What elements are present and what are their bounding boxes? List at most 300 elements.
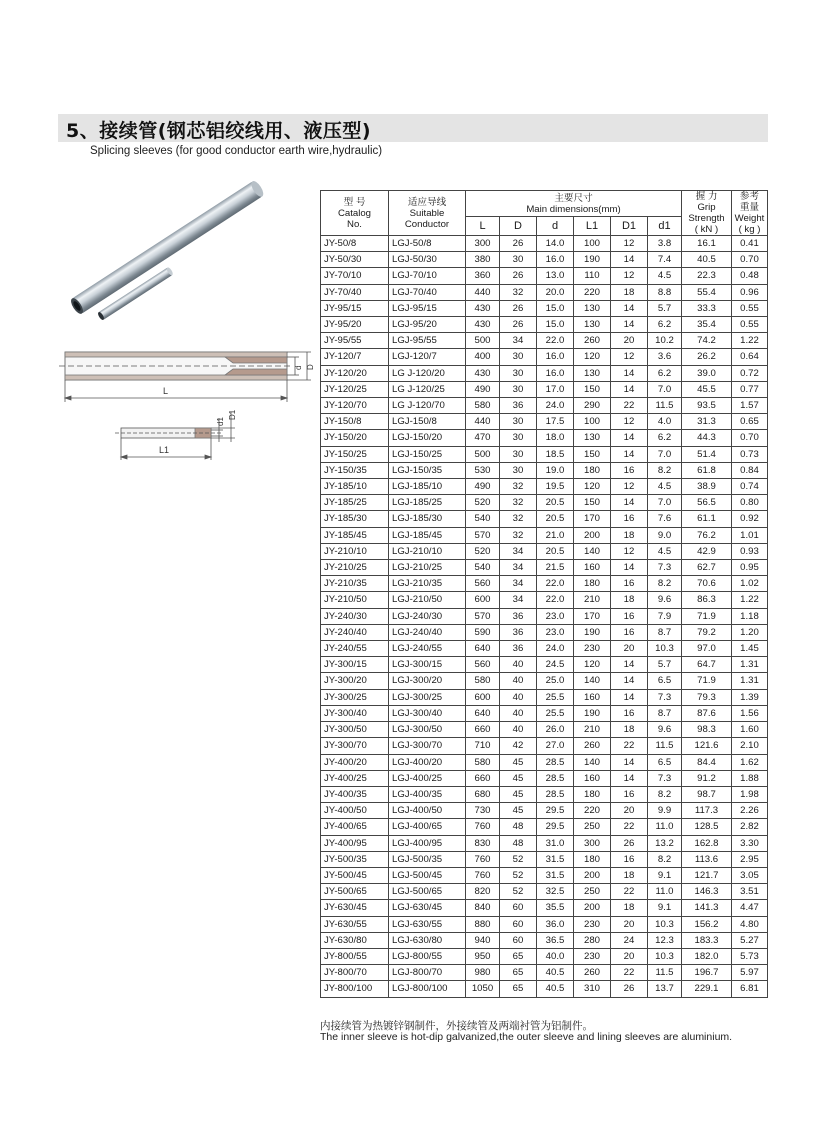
table-cell: 25.0 [537, 673, 574, 689]
table-row [321, 641, 768, 657]
table-cell: JY-300/40 [321, 705, 389, 721]
table-cell: LGJ-70/40 [389, 284, 466, 300]
table-cell: JY-70/10 [321, 268, 389, 284]
table-cell: 500 [466, 446, 500, 462]
table-cell: 160 [574, 770, 611, 786]
table-cell: 19.0 [537, 462, 574, 478]
table-cell: 200 [574, 900, 611, 916]
table-cell: LGJ-400/20 [389, 754, 466, 770]
table-cell: 12 [611, 543, 648, 559]
table-cell: 30 [500, 381, 537, 397]
table-cell: 150 [574, 381, 611, 397]
table-cell: 150 [574, 495, 611, 511]
table-cell: 7.9 [648, 608, 682, 624]
table-cell: 71.9 [682, 608, 732, 624]
table-cell: 121.6 [682, 738, 732, 754]
table-cell: 16.0 [537, 365, 574, 381]
table-cell: 71.9 [682, 673, 732, 689]
table-cell: 150 [574, 446, 611, 462]
table-cell: 8.2 [648, 576, 682, 592]
table-row [321, 932, 768, 948]
spec-table [320, 190, 768, 998]
table-cell: 16 [611, 511, 648, 527]
table-cell: 19.5 [537, 479, 574, 495]
table-cell: 40 [500, 689, 537, 705]
table-row [321, 511, 768, 527]
table-cell: 6.2 [648, 365, 682, 381]
table-cell: 6.5 [648, 754, 682, 770]
table-row [321, 543, 768, 559]
table-cell: 26.0 [537, 722, 574, 738]
table-cell: 0.41 [732, 236, 768, 252]
table-cell: 310 [574, 981, 611, 997]
table-cell: 160 [574, 689, 611, 705]
table-cell: LGJ-70/10 [389, 268, 466, 284]
table-cell: 86.3 [682, 592, 732, 608]
table-cell: 2.82 [732, 819, 768, 835]
table-cell: 8.8 [648, 284, 682, 300]
table-row [321, 365, 768, 381]
table-cell: JY-120/25 [321, 381, 389, 397]
table-cell: 15.0 [537, 300, 574, 316]
table-row [321, 608, 768, 624]
table-cell: JY-150/25 [321, 446, 389, 462]
table-cell: 16 [611, 786, 648, 802]
table-cell: 31.5 [537, 851, 574, 867]
table-cell: 0.55 [732, 300, 768, 316]
table-cell: 1.57 [732, 398, 768, 414]
table-row [321, 349, 768, 365]
table-cell: 170 [574, 608, 611, 624]
table-cell: JY-800/70 [321, 965, 389, 981]
table-cell: 17.5 [537, 414, 574, 430]
table-cell: 200 [574, 867, 611, 883]
table-cell: JY-150/35 [321, 462, 389, 478]
table-cell: 7.4 [648, 252, 682, 268]
table-cell: LG J-120/25 [389, 381, 466, 397]
table-cell: JY-400/20 [321, 754, 389, 770]
table-cell: 940 [466, 932, 500, 948]
table-row [321, 884, 768, 900]
table-cell: 52 [500, 867, 537, 883]
table-cell: JY-400/35 [321, 786, 389, 802]
table-row [321, 705, 768, 721]
table-cell: 430 [466, 300, 500, 316]
table-cell: 130 [574, 430, 611, 446]
table-cell: 500 [466, 333, 500, 349]
table-row [321, 300, 768, 316]
table-cell: 16 [611, 462, 648, 478]
table-cell: JY-630/55 [321, 916, 389, 932]
table-cell: 4.5 [648, 268, 682, 284]
table-cell: LGJ-240/55 [389, 641, 466, 657]
table-row [321, 381, 768, 397]
table-row [321, 398, 768, 414]
table-cell: 7.6 [648, 511, 682, 527]
table-cell: 9.1 [648, 900, 682, 916]
table-cell: 160 [574, 560, 611, 576]
table-cell: 1.31 [732, 657, 768, 673]
table-cell: 110 [574, 268, 611, 284]
table-cell: JY-300/25 [321, 689, 389, 705]
table-cell: 20.5 [537, 543, 574, 559]
table-cell: 26 [611, 835, 648, 851]
table-cell: 14 [611, 657, 648, 673]
table-cell: 190 [574, 252, 611, 268]
table-cell: 45.5 [682, 381, 732, 397]
table-cell: 5.97 [732, 965, 768, 981]
table-row [321, 754, 768, 770]
table-cell: 360 [466, 268, 500, 284]
table-cell: 280 [574, 932, 611, 948]
table-row [321, 414, 768, 430]
header-grip: 握 力 Grip Strength ( kN ) [682, 191, 732, 236]
table-cell: 28.5 [537, 786, 574, 802]
table-cell: LGJ-400/50 [389, 803, 466, 819]
table-cell: 27.0 [537, 738, 574, 754]
table-cell: 42.9 [682, 543, 732, 559]
dim-label-d1: d1 [216, 417, 225, 426]
table-cell: 93.5 [682, 398, 732, 414]
table-cell: 180 [574, 576, 611, 592]
header-d1: d1 [648, 217, 682, 236]
table-cell: 7.3 [648, 689, 682, 705]
table-cell: 0.96 [732, 284, 768, 300]
table-cell: JY-300/70 [321, 738, 389, 754]
table-cell: 5.73 [732, 948, 768, 964]
table-cell: 570 [466, 527, 500, 543]
table-row [321, 252, 768, 268]
table-cell: 0.93 [732, 543, 768, 559]
table-cell: 430 [466, 317, 500, 333]
table-cell: 660 [466, 722, 500, 738]
header-D: D [500, 217, 537, 236]
table-cell: LGJ-185/25 [389, 495, 466, 511]
table-cell: 12 [611, 479, 648, 495]
table-cell: 98.3 [682, 722, 732, 738]
table-cell: 18 [611, 284, 648, 300]
table-cell: 25.5 [537, 705, 574, 721]
table-row [321, 867, 768, 883]
table-cell: 20.5 [537, 495, 574, 511]
table-cell: 3.51 [732, 884, 768, 900]
table-cell: JY-300/15 [321, 657, 389, 673]
table-cell: 760 [466, 851, 500, 867]
table-cell: 1.20 [732, 624, 768, 640]
table-cell: LG J-120/70 [389, 398, 466, 414]
table-cell: LGJ-800/70 [389, 965, 466, 981]
table-cell: 36 [500, 624, 537, 640]
table-cell: 33.3 [682, 300, 732, 316]
table-cell: 84.4 [682, 754, 732, 770]
table-row [321, 236, 768, 252]
table-cell: 600 [466, 592, 500, 608]
table-cell: 9.9 [648, 803, 682, 819]
table-cell: 4.0 [648, 414, 682, 430]
table-cell: 34 [500, 560, 537, 576]
table-cell: 24 [611, 932, 648, 948]
table-cell: 40.5 [537, 981, 574, 997]
table-cell: 29.5 [537, 803, 574, 819]
table-cell: 560 [466, 657, 500, 673]
table-cell: 2.10 [732, 738, 768, 754]
spec-table-body [321, 236, 768, 998]
table-cell: 1.02 [732, 576, 768, 592]
table-cell: 7.0 [648, 495, 682, 511]
table-cell: 5.27 [732, 932, 768, 948]
table-cell: JY-95/15 [321, 300, 389, 316]
table-row [321, 738, 768, 754]
table-cell: 18.5 [537, 446, 574, 462]
table-cell: 11.5 [648, 738, 682, 754]
table-cell: JY-210/50 [321, 592, 389, 608]
table-cell: JY-185/25 [321, 495, 389, 511]
table-row [321, 657, 768, 673]
table-cell: LGJ-185/30 [389, 511, 466, 527]
table-cell: LGJ-630/55 [389, 916, 466, 932]
table-cell: 14 [611, 689, 648, 705]
table-cell: JY-300/20 [321, 673, 389, 689]
table-cell: JY-500/65 [321, 884, 389, 900]
table-cell: 520 [466, 495, 500, 511]
table-cell: 0.77 [732, 381, 768, 397]
table-cell: 52 [500, 851, 537, 867]
table-cell: 32 [500, 527, 537, 543]
table-cell: 87.6 [682, 705, 732, 721]
table-cell: 14 [611, 560, 648, 576]
table-cell: 196.7 [682, 965, 732, 981]
table-cell: 570 [466, 608, 500, 624]
table-cell: 64.7 [682, 657, 732, 673]
table-cell: 24.5 [537, 657, 574, 673]
table-cell: 290 [574, 398, 611, 414]
table-cell: 10.3 [648, 948, 682, 964]
table-cell: 60 [500, 900, 537, 916]
table-cell: 230 [574, 916, 611, 932]
table-cell: 51.4 [682, 446, 732, 462]
table-cell: LGJ-150/35 [389, 462, 466, 478]
table-cell: 34 [500, 592, 537, 608]
table-cell: 42 [500, 738, 537, 754]
table-row [321, 430, 768, 446]
table-cell: LGJ-185/45 [389, 527, 466, 543]
table-cell: 14 [611, 365, 648, 381]
table-cell: JY-185/45 [321, 527, 389, 543]
table-cell: 14 [611, 381, 648, 397]
table-cell: 6.81 [732, 981, 768, 997]
table-cell: 470 [466, 430, 500, 446]
table-cell: JY-630/45 [321, 900, 389, 916]
table-cell: LGJ-210/50 [389, 592, 466, 608]
table-cell: LGJ-150/20 [389, 430, 466, 446]
table-cell: JY-210/35 [321, 576, 389, 592]
table-cell: 61.8 [682, 462, 732, 478]
table-row [321, 284, 768, 300]
table-cell: JY-50/30 [321, 252, 389, 268]
table-cell: 140 [574, 673, 611, 689]
table-cell: JY-400/25 [321, 770, 389, 786]
table-cell: 300 [466, 236, 500, 252]
table-cell: 600 [466, 689, 500, 705]
table-cell: 16.1 [682, 236, 732, 252]
table-cell: 3.30 [732, 835, 768, 851]
table-cell: 130 [574, 300, 611, 316]
table-cell: 9.1 [648, 867, 682, 883]
table-cell: 13.2 [648, 835, 682, 851]
table-cell: 1.88 [732, 770, 768, 786]
table-cell: 100 [574, 414, 611, 430]
table-cell: 130 [574, 317, 611, 333]
table-cell: 18 [611, 527, 648, 543]
table-cell: 4.80 [732, 916, 768, 932]
table-cell: 18 [611, 867, 648, 883]
table-cell: 120 [574, 349, 611, 365]
table-cell: 180 [574, 786, 611, 802]
table-row [321, 576, 768, 592]
table-cell: 20 [611, 641, 648, 657]
table-cell: LGJ-500/35 [389, 851, 466, 867]
table-cell: LGJ-800/55 [389, 948, 466, 964]
table-cell: 36 [500, 641, 537, 657]
table-cell: 32 [500, 479, 537, 495]
table-cell: 60 [500, 916, 537, 932]
table-cell: 28.5 [537, 754, 574, 770]
table-cell: 730 [466, 803, 500, 819]
table-cell: 11.5 [648, 965, 682, 981]
table-cell: 260 [574, 965, 611, 981]
table-cell: 9.6 [648, 592, 682, 608]
table-cell: 0.72 [732, 365, 768, 381]
table-cell: 79.2 [682, 624, 732, 640]
table-cell: 540 [466, 560, 500, 576]
table-cell: 22.0 [537, 592, 574, 608]
table-cell: 30 [500, 462, 537, 478]
table-cell: 140 [574, 543, 611, 559]
table-cell: 38.9 [682, 479, 732, 495]
table-cell: 26 [500, 300, 537, 316]
table-cell: 8.7 [648, 705, 682, 721]
header-conductor: 适应导线 Suitable Conductor [389, 191, 466, 236]
table-cell: 640 [466, 641, 500, 657]
table-cell: 20 [611, 948, 648, 964]
table-cell: 1.56 [732, 705, 768, 721]
table-cell: 8.2 [648, 851, 682, 867]
table-cell: 32 [500, 511, 537, 527]
table-cell: 250 [574, 819, 611, 835]
table-cell: LGJ-500/65 [389, 884, 466, 900]
table-cell: 20 [611, 333, 648, 349]
table-cell: 13.0 [537, 268, 574, 284]
table-cell: 640 [466, 705, 500, 721]
table-cell: 40 [500, 657, 537, 673]
table-cell: 530 [466, 462, 500, 478]
table-cell: 25.5 [537, 689, 574, 705]
table-cell: 300 [574, 835, 611, 851]
table-cell: 14 [611, 317, 648, 333]
table-cell: 710 [466, 738, 500, 754]
table-row [321, 592, 768, 608]
header-catalog: 型 号 Catalog No. [321, 191, 389, 236]
table-row [321, 835, 768, 851]
table-cell: 580 [466, 754, 500, 770]
table-cell: 6.2 [648, 317, 682, 333]
table-cell: 1.01 [732, 527, 768, 543]
table-cell: 34 [500, 576, 537, 592]
table-cell: JY-150/20 [321, 430, 389, 446]
table-cell: 56.5 [682, 495, 732, 511]
table-cell: JY-630/80 [321, 932, 389, 948]
table-cell: 950 [466, 948, 500, 964]
table-cell: 430 [466, 365, 500, 381]
table-cell: JY-210/10 [321, 543, 389, 559]
table-cell: 220 [574, 284, 611, 300]
table-cell: 250 [574, 884, 611, 900]
table-cell: 2.26 [732, 803, 768, 819]
table-cell: 180 [574, 462, 611, 478]
table-cell: JY-120/20 [321, 365, 389, 381]
table-cell: LGJ-120/7 [389, 349, 466, 365]
table-cell: 22.3 [682, 268, 732, 284]
table-cell: 760 [466, 867, 500, 883]
table-cell: 16.0 [537, 349, 574, 365]
table-cell: 36.5 [537, 932, 574, 948]
table-cell: 490 [466, 381, 500, 397]
table-cell: 190 [574, 624, 611, 640]
table-row [321, 462, 768, 478]
table-cell: JY-400/50 [321, 803, 389, 819]
table-cell: 1.22 [732, 333, 768, 349]
table-cell: 0.65 [732, 414, 768, 430]
table-cell: 0.73 [732, 446, 768, 462]
table-cell: 16 [611, 576, 648, 592]
table-cell: 14 [611, 430, 648, 446]
table-cell: JY-500/35 [321, 851, 389, 867]
table-cell: LGJ-50/30 [389, 252, 466, 268]
table-cell: 16 [611, 608, 648, 624]
table-cell: JY-240/40 [321, 624, 389, 640]
table-cell: 74.2 [682, 333, 732, 349]
table-cell: 48 [500, 819, 537, 835]
table-cell: JY-50/8 [321, 236, 389, 252]
table-cell: 15.0 [537, 317, 574, 333]
table-cell: 55.4 [682, 284, 732, 300]
table-cell: 31.3 [682, 414, 732, 430]
table-cell: 9.0 [648, 527, 682, 543]
table-cell: 680 [466, 786, 500, 802]
table-cell: 200 [574, 527, 611, 543]
table-cell: JY-120/7 [321, 349, 389, 365]
table-cell: 60 [500, 932, 537, 948]
table-cell: 30 [500, 414, 537, 430]
table-cell: LGJ-800/100 [389, 981, 466, 997]
table-cell: 65 [500, 948, 537, 964]
table-cell: LG J-120/20 [389, 365, 466, 381]
table-cell: 980 [466, 965, 500, 981]
table-cell: LGJ-95/20 [389, 317, 466, 333]
table-cell: LGJ-300/70 [389, 738, 466, 754]
table-cell: 12.3 [648, 932, 682, 948]
table-cell: 36 [500, 398, 537, 414]
table-cell: 16 [611, 624, 648, 640]
sleeve-drawing [55, 180, 315, 470]
dim-label-D1: D1 [228, 409, 237, 420]
table-row [321, 689, 768, 705]
table-cell: 30 [500, 365, 537, 381]
table-row [321, 479, 768, 495]
table-cell: 190 [574, 705, 611, 721]
table-cell: 18 [611, 592, 648, 608]
table-cell: 24.0 [537, 641, 574, 657]
